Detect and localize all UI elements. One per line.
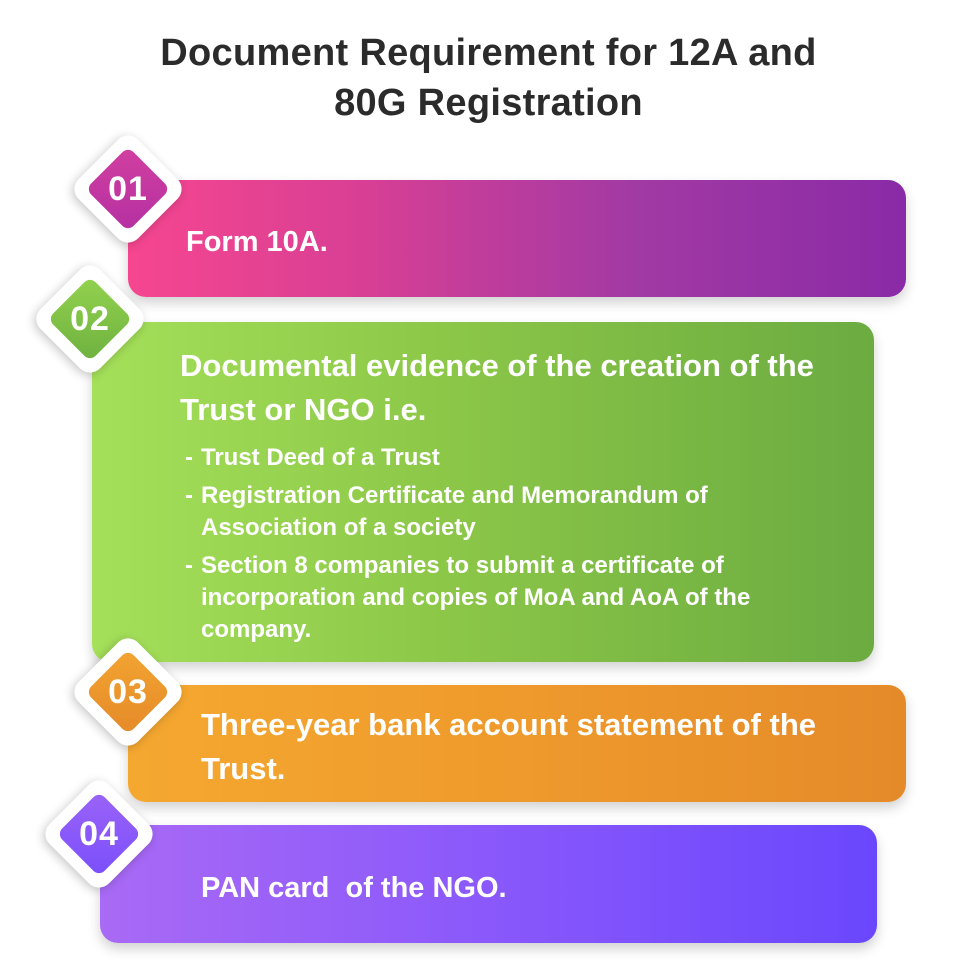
step-3-number-badge: [69, 633, 187, 751]
list-item-text: Trust Deed of a Trust: [201, 444, 440, 471]
list-dash: -: [185, 482, 193, 509]
step-1-text: Form 10A.: [186, 226, 328, 258]
list-dash: -: [185, 552, 193, 579]
list-item-text: Section 8 companies to submit a certificate of incorporation and copies of MoA and AoA of the company.: [201, 552, 751, 643]
step-2-number: 02: [70, 299, 110, 338]
step-card-2: [92, 322, 874, 662]
title-line-2: 80G Registration: [334, 82, 643, 124]
step-card-1: [128, 180, 906, 297]
step-2-document-list: [185, 442, 845, 652]
step-card-4: [100, 825, 877, 943]
step-card-3: [128, 685, 906, 802]
list-item-text: Registration Certificate and Memorandum of Association of a society: [201, 482, 708, 541]
list-dash: -: [185, 444, 193, 471]
step-1-number-badge: [69, 130, 187, 248]
title-line-1: Document Requirement for 12A and: [160, 32, 817, 74]
list-item: [185, 442, 845, 474]
step-3-number: 03: [108, 672, 148, 711]
list-item: [185, 550, 845, 646]
step-3-text: Three-year bank account statement of the Trust.: [201, 707, 816, 786]
step-4-number-badge: [40, 775, 158, 893]
step-4-number: 04: [79, 814, 119, 853]
step-2-text: Documental evidence of the creation of the Trust or NGO i.e.: [180, 348, 814, 427]
list-item: [185, 480, 845, 544]
step-2-number-badge: [31, 260, 149, 378]
page-title: [0, 28, 977, 128]
step-4-text: PAN card of the NGO.: [201, 872, 507, 904]
step-1-number: 01: [108, 169, 148, 208]
